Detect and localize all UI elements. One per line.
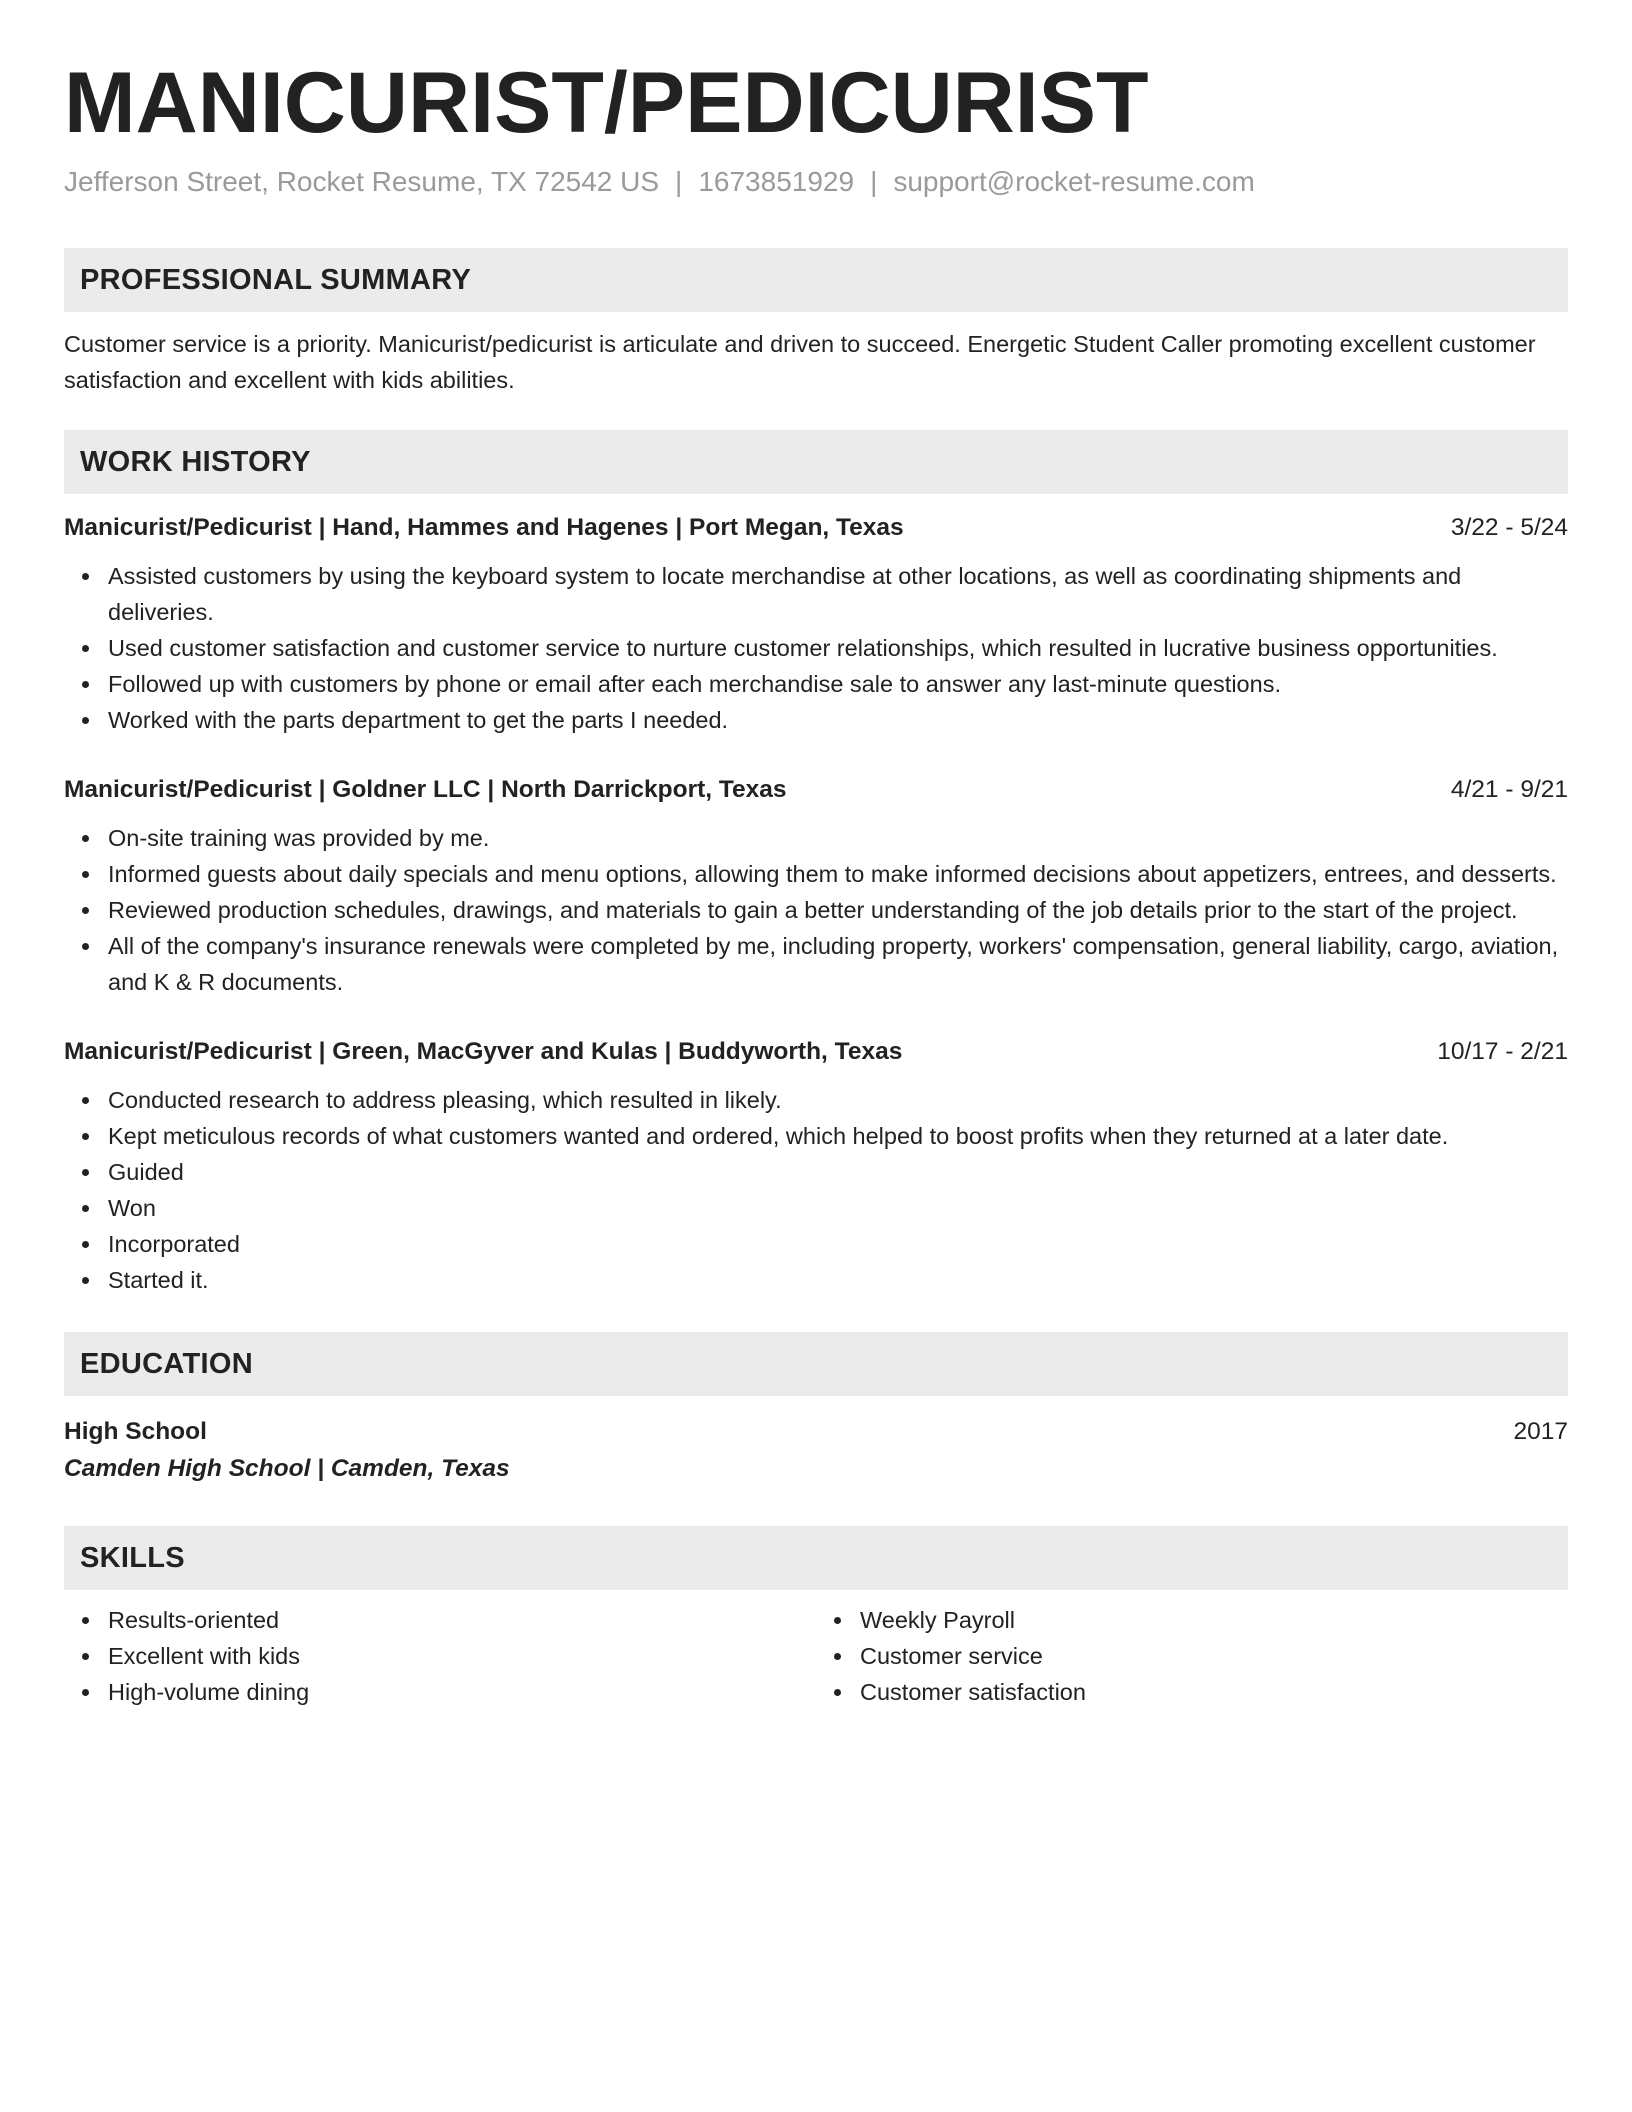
section-header-work-history: WORK HISTORY <box>64 430 1568 494</box>
skill-item: Weekly Payroll <box>860 1602 1568 1638</box>
contact-separator: | <box>675 165 683 197</box>
education-degree: High School <box>64 1418 207 1446</box>
job-bullet: Won <box>108 1190 1568 1226</box>
job-header <box>64 512 1568 544</box>
education-header <box>64 1414 1568 1450</box>
resume-title: MANICURIST/PEDICURIST <box>64 55 1149 151</box>
contact-email: support@rocket-resume.com <box>893 165 1255 197</box>
job-title: Manicurist/Pedicurist | Goldner LLC | North Darrickport, Texas <box>64 776 787 804</box>
job-entry <box>64 512 1568 738</box>
job-bullet: Informed guests about daily specials and menu options, allowing them to make informed decisions about appetizers, entrees, and desserts. <box>108 856 1568 892</box>
education-school: Camden High School | Camden, Texas <box>64 1455 510 1483</box>
job-bullet: Assisted customers by using the keyboard system to locate merchandise at other locations, as well as coordinating shipments and deliveries. <box>108 558 1568 630</box>
section-header-summary: PROFESSIONAL SUMMARY <box>64 248 1568 312</box>
section-header-education: EDUCATION <box>64 1332 1568 1396</box>
job-bullet: Followed up with customers by phone or email after each merchandise sale to answer any last-minute questions. <box>108 666 1568 702</box>
education-year: 2017 <box>1513 1418 1568 1446</box>
job-bullet: Reviewed production schedules, drawings, and materials to gain a better understanding of the job details prior to the start of the project. <box>108 892 1568 928</box>
job-dates: 10/17 - 2/21 <box>1437 1038 1568 1066</box>
contact-separator: | <box>870 165 878 197</box>
job-entry <box>64 1036 1568 1298</box>
skill-item: Excellent with kids <box>108 1638 816 1674</box>
skills-list <box>64 1602 816 1710</box>
job-title: Manicurist/Pedicurist | Hand, Hammes and Hagenes | Port Megan, Texas <box>64 514 904 542</box>
skills-grid <box>64 1602 1568 1710</box>
job-bullet: On-site training was provided by me. <box>108 820 1568 856</box>
contact-line <box>64 165 1568 199</box>
job-bullet: Started it. <box>108 1262 1568 1298</box>
skill-item: Results-oriented <box>108 1602 816 1638</box>
job-dates: 4/21 - 9/21 <box>1450 776 1568 804</box>
job-bullet: Kept meticulous records of what customers wanted and ordered, which helped to boost profits when they returned at a later date. <box>108 1118 1568 1154</box>
job-bullets <box>64 558 1568 738</box>
job-bullet: Used customer satisfaction and customer service to nurture customer relationships, which resulted in lucrative business opportunities. <box>108 630 1568 666</box>
job-header <box>64 774 1568 806</box>
section-header-skills: SKILLS <box>64 1526 1568 1590</box>
job-bullet: Guided <box>108 1154 1568 1190</box>
job-title: Manicurist/Pedicurist | Green, MacGyver and Kulas | Buddyworth, Texas <box>64 1038 903 1066</box>
contact-phone: 1673851929 <box>698 165 855 197</box>
skill-item: Customer satisfaction <box>860 1674 1568 1710</box>
job-dates: 3/22 - 5/24 <box>1450 514 1568 542</box>
job-header <box>64 1036 1568 1068</box>
summary-text: Customer service is a priority. Manicurist/pedicurist is articulate and driven to succeed. Energetic Student Caller promoting excellent customer satisfaction and excellent with kids abilities. <box>64 331 1536 394</box>
job-bullet: Incorporated <box>108 1226 1568 1262</box>
job-entry <box>64 774 1568 1000</box>
job-bullet: All of the company's insurance renewals were completed by me, including property, workers' compensation, general liability, cargo, aviation, and K & R documents. <box>108 928 1568 1000</box>
skills-column-right <box>816 1602 1568 1710</box>
job-bullet: Worked with the parts department to get the parts I needed. <box>108 702 1568 738</box>
skill-item: High-volume dining <box>108 1674 816 1710</box>
job-bullets <box>64 820 1568 1000</box>
contact-address: Jefferson Street, Rocket Resume, TX 72542 US <box>64 165 660 197</box>
skills-list <box>816 1602 1568 1710</box>
job-bullet: Conducted research to address pleasing, which resulted in likely. <box>108 1082 1568 1118</box>
skills-column-left <box>64 1602 816 1710</box>
job-bullets <box>64 1082 1568 1298</box>
skill-item: Customer service <box>860 1638 1568 1674</box>
